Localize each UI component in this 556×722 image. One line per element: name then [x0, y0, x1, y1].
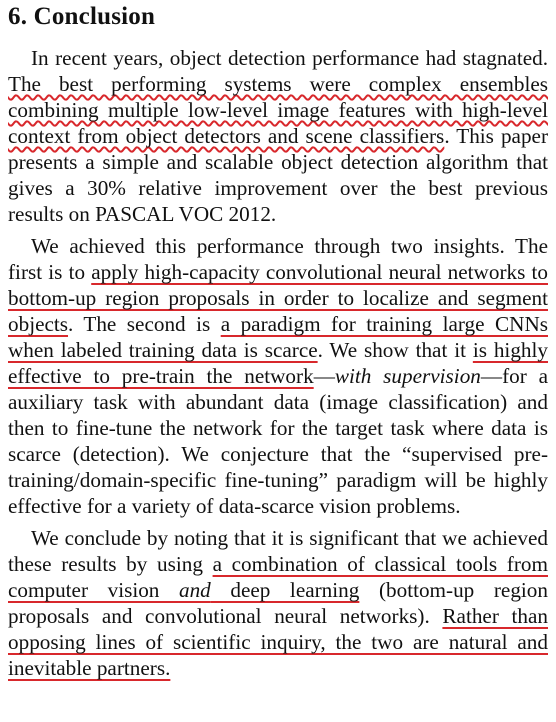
p1-wavy-highlight: The best performing systems were complex ensembles combining multiple low-level image features with high-level context from object detectors and scene classifiers — [8, 72, 548, 148]
p1-text-2: . This paper presents a simple and scalable object detection algorithm that gives a 30% relative improvement over the best previous results on PASCAL VOC 2012. — [8, 124, 548, 226]
p1-text-1: In recent years, object detection performance had stagnated. — [31, 46, 548, 70]
p2-text-1: We achieved this performance through two insights. The first is to — [8, 234, 548, 284]
paper-page — [8, 0, 548, 681]
p2-underline-1: apply high-capacity convolutional neural networks to bottom-up region proposals in order to localize and segment objects — [8, 260, 548, 336]
p2-underline-3: is highly effective to pre-train the network — [8, 338, 548, 388]
p2-text-4: —for a auxiliary task with abundant data (image classification) and then to fine-tune the network for the target task where data is scarce (detection). We conjecture that the “supervised pre-training/domain-specific fine-tuning” paradigm will be highly effective for a variety of data-scarce vision problems. — [8, 364, 548, 518]
paragraph-3 — [8, 525, 548, 681]
p3-text-2: (bottom-up region proposals and convolutional neural networks). — [8, 578, 548, 628]
p2-text-2: . The second is — [68, 312, 221, 336]
p3-underline-1a: a combination of classical tools from computer vision — [8, 552, 548, 602]
p2-emdash: — — [313, 364, 335, 388]
p3-underline-1b: deep learning — [210, 578, 360, 602]
p2-underline-2: a paradigm for training large CNNs when labeled training data is scarce — [8, 312, 548, 362]
p3-underline-2: Rather than opposing lines of scientific inquiry, the two are natural and inevitable partners. — [8, 604, 548, 680]
p3-text-1: We conclude by noting that it is significant that we achieved these results by using — [8, 526, 548, 576]
paragraph-2 — [8, 233, 548, 519]
p2-text-3: . We show that it — [317, 338, 473, 362]
paragraph-1 — [8, 45, 548, 227]
section-heading: 6. Conclusion — [8, 3, 156, 30]
p3-underline-italic: and — [178, 578, 211, 602]
p2-italic: with supervision — [334, 364, 481, 388]
